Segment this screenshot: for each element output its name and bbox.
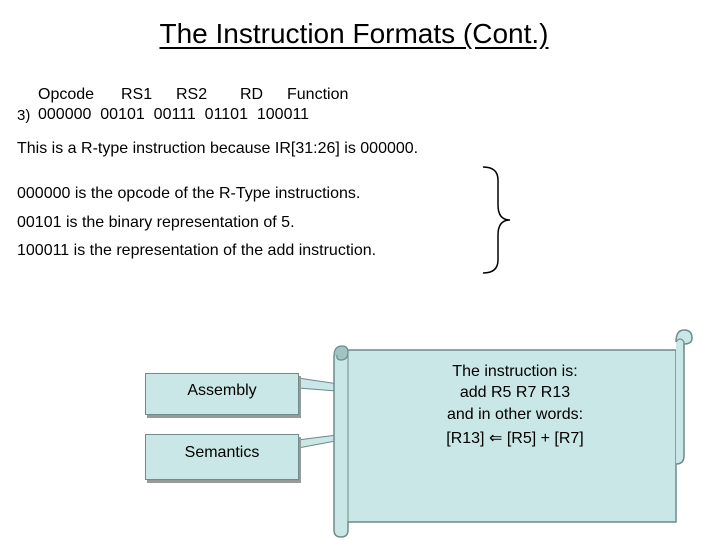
scroll-line-2: add R5 R7 R13	[459, 384, 571, 401]
scroll-line-3: and in other words:	[446, 406, 584, 423]
scroll-dest: [R13]	[446, 430, 485, 447]
header-opcode: Opcode	[38, 86, 95, 103]
explanation-rs1: 00101 is the binary representation of 5.	[17, 214, 295, 231]
instruction-number: 3)	[17, 107, 31, 124]
curly-bracket	[483, 167, 510, 273]
header-rs1: RS1	[121, 86, 153, 103]
scroll-sum: [R5] + [R7]	[506, 430, 584, 447]
semantics-label: Semantics	[184, 444, 260, 461]
header-rd: RD	[240, 86, 264, 103]
r-type-statement: This is a R-type instruction because IR[31:26] is 000000.	[17, 140, 419, 157]
explanation-opcode: 000000 is the opcode of the R-Type instructions.	[17, 185, 361, 202]
scroll-line-4	[360, 428, 670, 448]
header-function: Function	[287, 86, 349, 103]
scroll-line-1: The instruction is:	[452, 363, 578, 380]
page-title: The Instruction Formats (Cont.)	[159, 18, 549, 49]
assembly-label: Assembly	[187, 382, 257, 399]
assembly-callout	[145, 373, 299, 415]
header-rs2: RS2	[176, 86, 208, 103]
instruction-fields: 000000 00101 00111 01101 100011	[38, 106, 310, 123]
explanation-function: 100011 is the representation of the add instruction.	[17, 242, 377, 259]
semantics-callout	[145, 434, 299, 480]
left-arrow-icon: ⇐	[488, 430, 503, 447]
